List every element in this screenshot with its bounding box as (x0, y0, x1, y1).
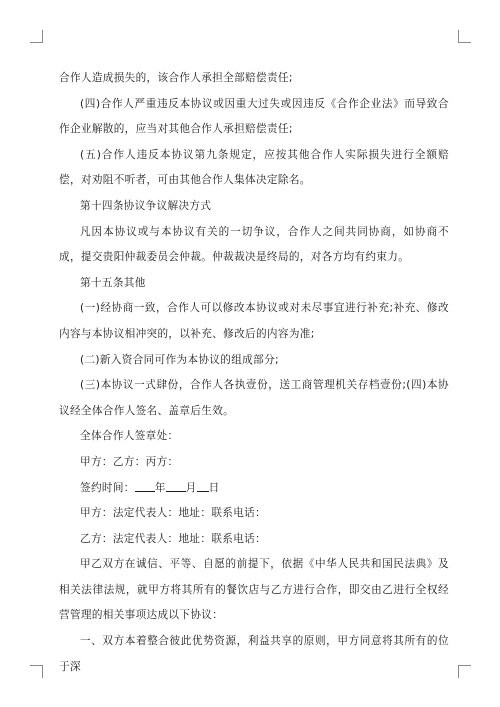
crop-mark-top-left (30, 30, 43, 43)
paragraph-clause-1: 一、双方本着整合彼此优势资源，利益共享的原则，甲方同意将其所有的位于深 (59, 635, 449, 673)
signing-time-line (59, 476, 449, 502)
party-a-info-line: 甲方：法定代表人：地址：联系电话： (80, 507, 267, 520)
document-body (59, 66, 449, 680)
month-label: 月 (185, 481, 197, 494)
paragraph-clause-4: (四)合作人严重违反本协议或因重大过失或因违反《合作企业法》而导致合作企业解散的，应当对其他合作人承担赔偿责任; (59, 97, 449, 136)
crop-mark-top-right (458, 30, 471, 43)
month-blank (166, 480, 186, 492)
party-b-info-line: 乙方：法定代表人：地址：联系电话： (80, 532, 267, 545)
heading-article-14: 第十四条协议争议解决方式 (80, 199, 212, 212)
paragraph-dispute-resolution: 凡因本协议或与本协议有关的一切争议，合作人之间共同协商，如协商不成，提交贵阳仲裁委员会仲裁。仲裁裁决是终局的，对各方均有约束力。 (59, 225, 449, 264)
paragraph-preamble: 甲乙双方在诚信、平等、自愿的前提下，依据《中华人民共和国民法典》及相关法律法规，就甲方将其所有的餐饮店与乙方进行合作，即交由乙进行全权经营管理的相关事项达成以下协议： (59, 558, 449, 622)
signing-time-label: 签约时间： (80, 481, 135, 494)
heading-article-15: 第十五条其他 (80, 276, 146, 289)
year-label: 年 (154, 481, 166, 494)
paragraph-copies-effective: (三)本协议一式肆份，合作人各执壹份，送工商管理机关存档壹份;(四)本协议经全体合作人签名、盖章后生效。 (59, 379, 449, 417)
paragraph-continuation: 合作人造成损失的，该合作人承担全部赔偿责任; (59, 72, 293, 84)
crop-mark-bottom-left (30, 665, 43, 678)
year-blank (135, 480, 155, 492)
paragraph-new-capital-contract: (二)新入资合同可作为本协议的组成部分; (80, 353, 279, 366)
day-blank (197, 480, 209, 492)
paragraph-clause-5: (五)合作人违反本协议第九条规定，应按其他合作人实际损失进行全额赔偿，对劝阻不听者，可由其他合作人集体决定除名。 (59, 148, 449, 187)
day-label: 日 (208, 481, 220, 494)
paragraph-amendment: (一)经协商一致，合作人可以修改本协议或对未尽事宜进行补充;补充、修改内容与本协议相冲突的，以补充、修改后的内容为准; (59, 302, 449, 340)
crop-mark-bottom-right (458, 665, 471, 678)
signature-section-label: 全体合作人签章处： (80, 430, 179, 443)
parties-line: 甲方：乙方：丙方： (80, 455, 179, 468)
